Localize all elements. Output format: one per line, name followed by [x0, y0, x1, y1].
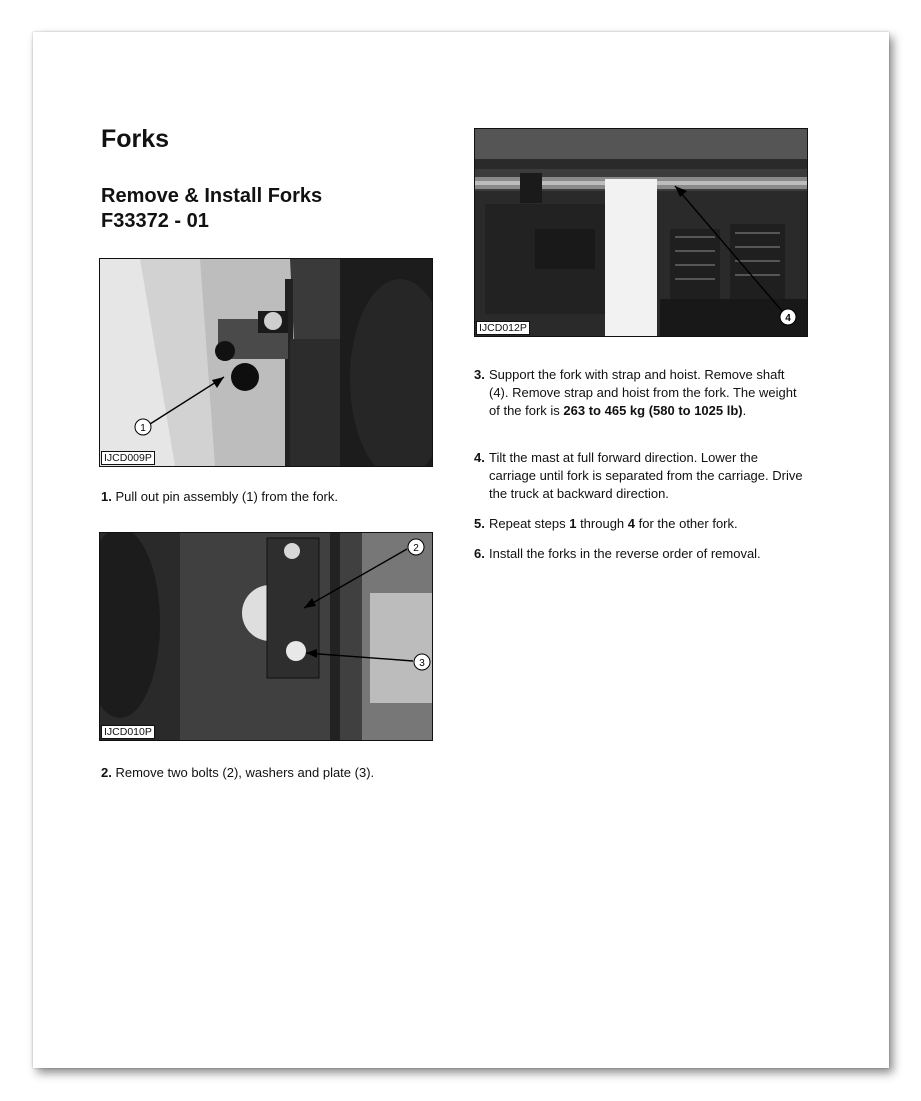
section-heading-code: F33372 - 01: [101, 210, 209, 232]
step-number: 3.: [474, 367, 485, 382]
step-4: [474, 449, 804, 503]
step-number: 1.: [101, 489, 112, 504]
figure-fork-shaft: [474, 128, 808, 337]
step-number: 2.: [101, 765, 112, 780]
step-text: Tilt the mast at full forward direction. Lower the carriage until fork is separated from the carriage. Drive the truck at backward direction.: [489, 450, 803, 501]
step-number: 5.: [474, 516, 485, 531]
callout-4: 4: [785, 313, 791, 324]
callout-1: 1: [140, 423, 146, 434]
figure-fork-shaft-photo: [475, 129, 807, 336]
figure-bolts-plate: [99, 532, 433, 741]
step-text: Install the forks in the reverse order of removal.: [489, 546, 761, 561]
figure-bolts-plate-photo: [100, 533, 432, 740]
step-text: Support the fork with strap and hoist. Remove shaft (4). Remove strap and hoist from the fork. The weight of the fork is 263 to 465 kg (580 to 1025 lb).: [489, 367, 797, 418]
page-title: Forks: [101, 125, 170, 153]
callout-2: 2: [413, 543, 419, 554]
step-text: Remove two bolts (2), washers and plate (3).: [115, 765, 375, 780]
section-heading: [101, 184, 322, 234]
section-heading-line1: Remove & Install Forks: [101, 185, 323, 207]
document-page: [33, 32, 889, 1068]
step-text: Pull out pin assembly (1) from the fork.: [115, 489, 338, 504]
figure-label: IJCD012P: [476, 321, 530, 335]
step-number: 4.: [474, 450, 485, 465]
figure-label: IJCD010P: [101, 725, 155, 739]
step-5: [474, 515, 804, 533]
step-number: 6.: [474, 546, 485, 561]
step-6: [474, 545, 804, 563]
step-text: Repeat steps 1 through 4 for the other fork.: [489, 516, 738, 531]
figure-pin-assembly: [99, 258, 433, 467]
fork-weight: 263 to 465 kg (580 to 1025 lb): [563, 403, 743, 418]
step-3: [474, 366, 804, 420]
figure-label: IJCD009P: [101, 451, 155, 465]
step-2: [101, 764, 374, 782]
callout-3: 3: [419, 658, 425, 669]
figure-pin-assembly-photo: [100, 259, 432, 466]
step-1: [101, 488, 338, 506]
